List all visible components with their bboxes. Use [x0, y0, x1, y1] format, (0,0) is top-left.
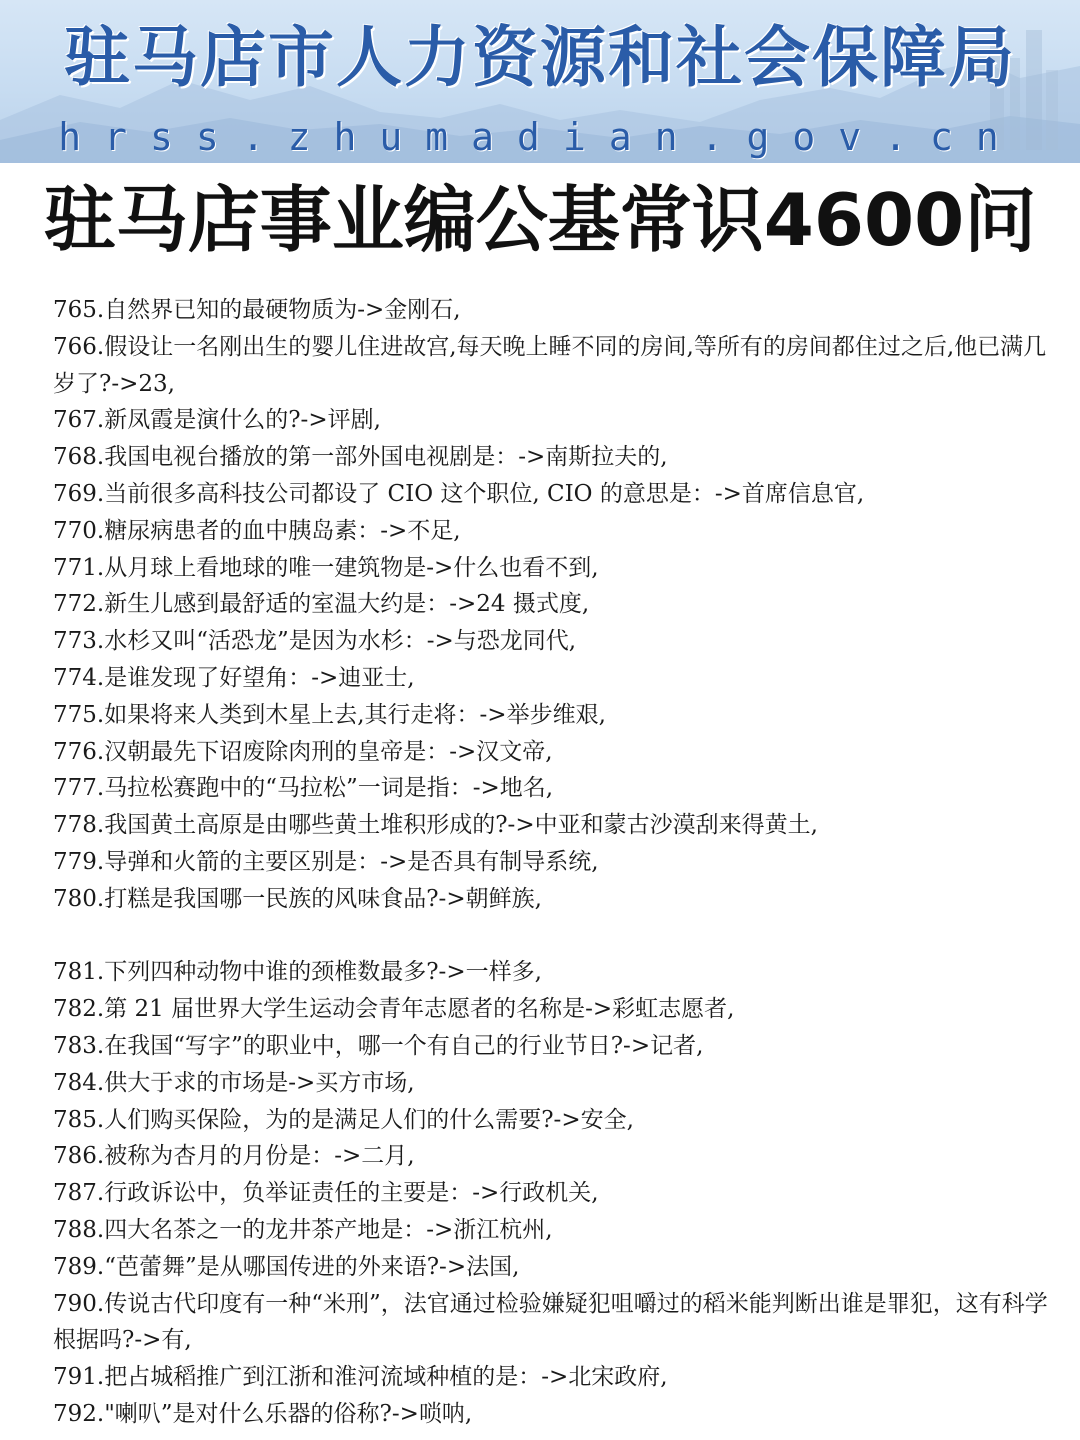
list-item: 784.供大于求的市场是->买方市场,	[53, 1069, 415, 1096]
list-item: 781.下列四种动物中谁的颈椎数最多?->一样多,	[53, 959, 542, 986]
list-item: 774.是谁发现了好望角：->迪亚士,	[53, 664, 415, 691]
list-item: 777.马拉松赛跑中的“马拉松”一词是指：->地名,	[53, 775, 554, 802]
list-item: 773.水杉又叫“活恐龙”是因为水杉：->与恐龙同代,	[53, 628, 577, 655]
agency-name: 驻马店市人力资源和社会保障局	[64, 19, 1016, 96]
list-item: 771.从月球上看地球的唯一建筑物是->什么也看不到,	[53, 554, 599, 581]
list-item: 769.当前很多高科技公司都设了 CIO 这个职位, CIO 的意思是：->首席信息官,	[53, 480, 865, 507]
list-item: 786.被称为杏月的月份是：->二月,	[53, 1143, 415, 1170]
list-item: 780.打糕是我国哪一民族的风味食品?->朝鲜族,	[53, 885, 542, 912]
list-item: 790.传说古代印度有一种“米刑”，法官通过检验嫌疑犯咀嚼过的稻米能判断出谁是罪犯，这有科学根据吗?->有,	[53, 1290, 1048, 1354]
list-item: 778.我国黄土高原是由哪些黄土堆积形成的?->中亚和蒙古沙漠刮来得黄土,	[53, 812, 818, 839]
list-item: 789.“芭蕾舞”是从哪国传进的外来语?->法国,	[53, 1253, 520, 1280]
list-item: 767.新凤霞是演什么的?->评剧,	[53, 407, 381, 434]
agency-website: hrss.zhumadian.gov.cn	[58, 115, 1022, 159]
list-item: 776.汉朝最先下诏废除肉刑的皇帝是：->汉文帝,	[53, 738, 553, 765]
list-item: 785.人们购买保险，为的是满足人们的什么需要?->安全,	[53, 1106, 634, 1133]
list-item: 775.如果将来人类到木星上去,其行走将：->举步维艰,	[53, 701, 606, 728]
list-item: 770.糖尿病患者的血中胰岛素：->不足,	[53, 517, 461, 544]
list-item: 765.自然界已知的最硬物质为->金刚石,	[53, 297, 461, 323]
site-banner	[0, 0, 1080, 163]
list-spacer	[53, 918, 1053, 955]
list-item: 791.把占城稻推广到江浙和淮河流域种植的是：->北宋政府,	[53, 1364, 668, 1391]
question-list	[53, 292, 1053, 1433]
list-item: 792."喇叭”是对什么乐器的俗称?->唢呐,	[53, 1400, 473, 1427]
list-item: 783.在我国“写字”的职业中，哪一个有自己的行业节日?->记者,	[53, 1032, 704, 1059]
list-item: 788.四大名茶之一的龙井茶产地是：->浙江杭州,	[53, 1216, 553, 1243]
list-item: 782.第 21 届世界大学生运动会青年志愿者的名称是->彩虹志愿者,	[53, 996, 735, 1023]
page-title: 驻马店事业编公基常识4600问	[43, 178, 1037, 262]
list-item: 779.导弹和火箭的主要区别是：->是否具有制导系统,	[53, 848, 599, 875]
list-item: 766.假设让一名刚出生的婴儿住进故宫,每天晚上睡不同的房间,等所有的房间都住过之后,他已满几岁了?->23,	[53, 333, 1047, 397]
list-item: 787.行政诉讼中，负举证责任的主要是：->行政机关,	[53, 1180, 599, 1207]
list-item: 768.我国电视台播放的第一部外国电视剧是：->南斯拉夫的,	[53, 444, 668, 471]
list-item: 772.新生儿感到最舒适的室温大约是：->24 摄式度,	[53, 591, 590, 618]
